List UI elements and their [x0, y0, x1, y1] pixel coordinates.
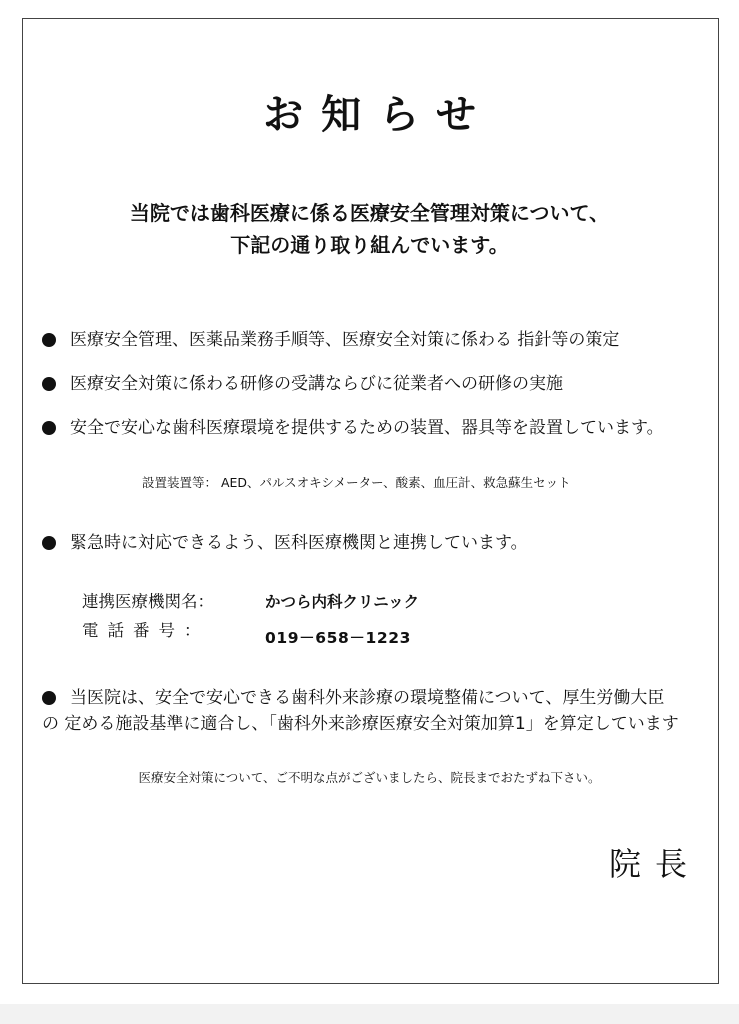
bullet-dot-icon	[42, 377, 56, 391]
bullet-dot-icon	[42, 536, 56, 550]
director-signature: 院長	[608, 845, 701, 883]
partner-phone-label: 電話番号：	[82, 621, 210, 640]
bullet-item-standards	[42, 686, 664, 710]
intro-line-2: 下記の通り取り組んでいます。	[230, 233, 509, 257]
bullet-dot-icon	[42, 691, 56, 705]
bullet-text: 安全で安心な歯科医療環境を提供するための装置、器具等を設置しています。	[70, 418, 664, 438]
contact-note: 医療安全対策について、ご不明な点がございましたら、院長までおたずね下さい。	[138, 770, 601, 785]
partner-name-label: 連携医療機関名：	[82, 592, 214, 611]
bullet-text: 医療安全対策に係わる研修の受講ならびに従業者への研修の実施	[70, 374, 563, 394]
bullet-item-guidelines	[42, 328, 619, 352]
bullet-text: 緊急時に対応できるよう、医科医療機関と連携しています。	[70, 533, 528, 553]
bullet-text: 当医院は、安全で安心できる歯科外来診療の環境整備について、厚生労働大臣	[70, 688, 665, 708]
partner-phone-value: 019－658－1223	[265, 629, 412, 647]
standards-continuation: の 定める施設基準に適合し、「歯科外来診療医療安全対策加算1」を算定しています	[42, 714, 679, 734]
notice-frame	[22, 18, 719, 984]
intro-line-1: 当院では歯科医療に係る医療安全管理対策について、	[129, 201, 610, 225]
equipment-note: 設置装置等： AED、パルスオキシメーター、酸素、血圧計、救急蘇生セット	[142, 475, 571, 490]
notice-title: お知らせ	[263, 92, 494, 138]
bullet-item-emergency	[42, 531, 528, 555]
partner-name-value: かつら内科クリニック	[265, 593, 420, 611]
bullet-dot-icon	[42, 421, 56, 435]
bullet-item-equipment	[42, 416, 664, 440]
bullet-item-training	[42, 372, 563, 396]
bullet-text: 医療安全管理、医薬品業務手順等、医療安全対策に係わる 指針等の策定	[70, 330, 620, 350]
bullet-dot-icon	[42, 333, 56, 347]
page-bottom-band	[0, 1004, 739, 1024]
